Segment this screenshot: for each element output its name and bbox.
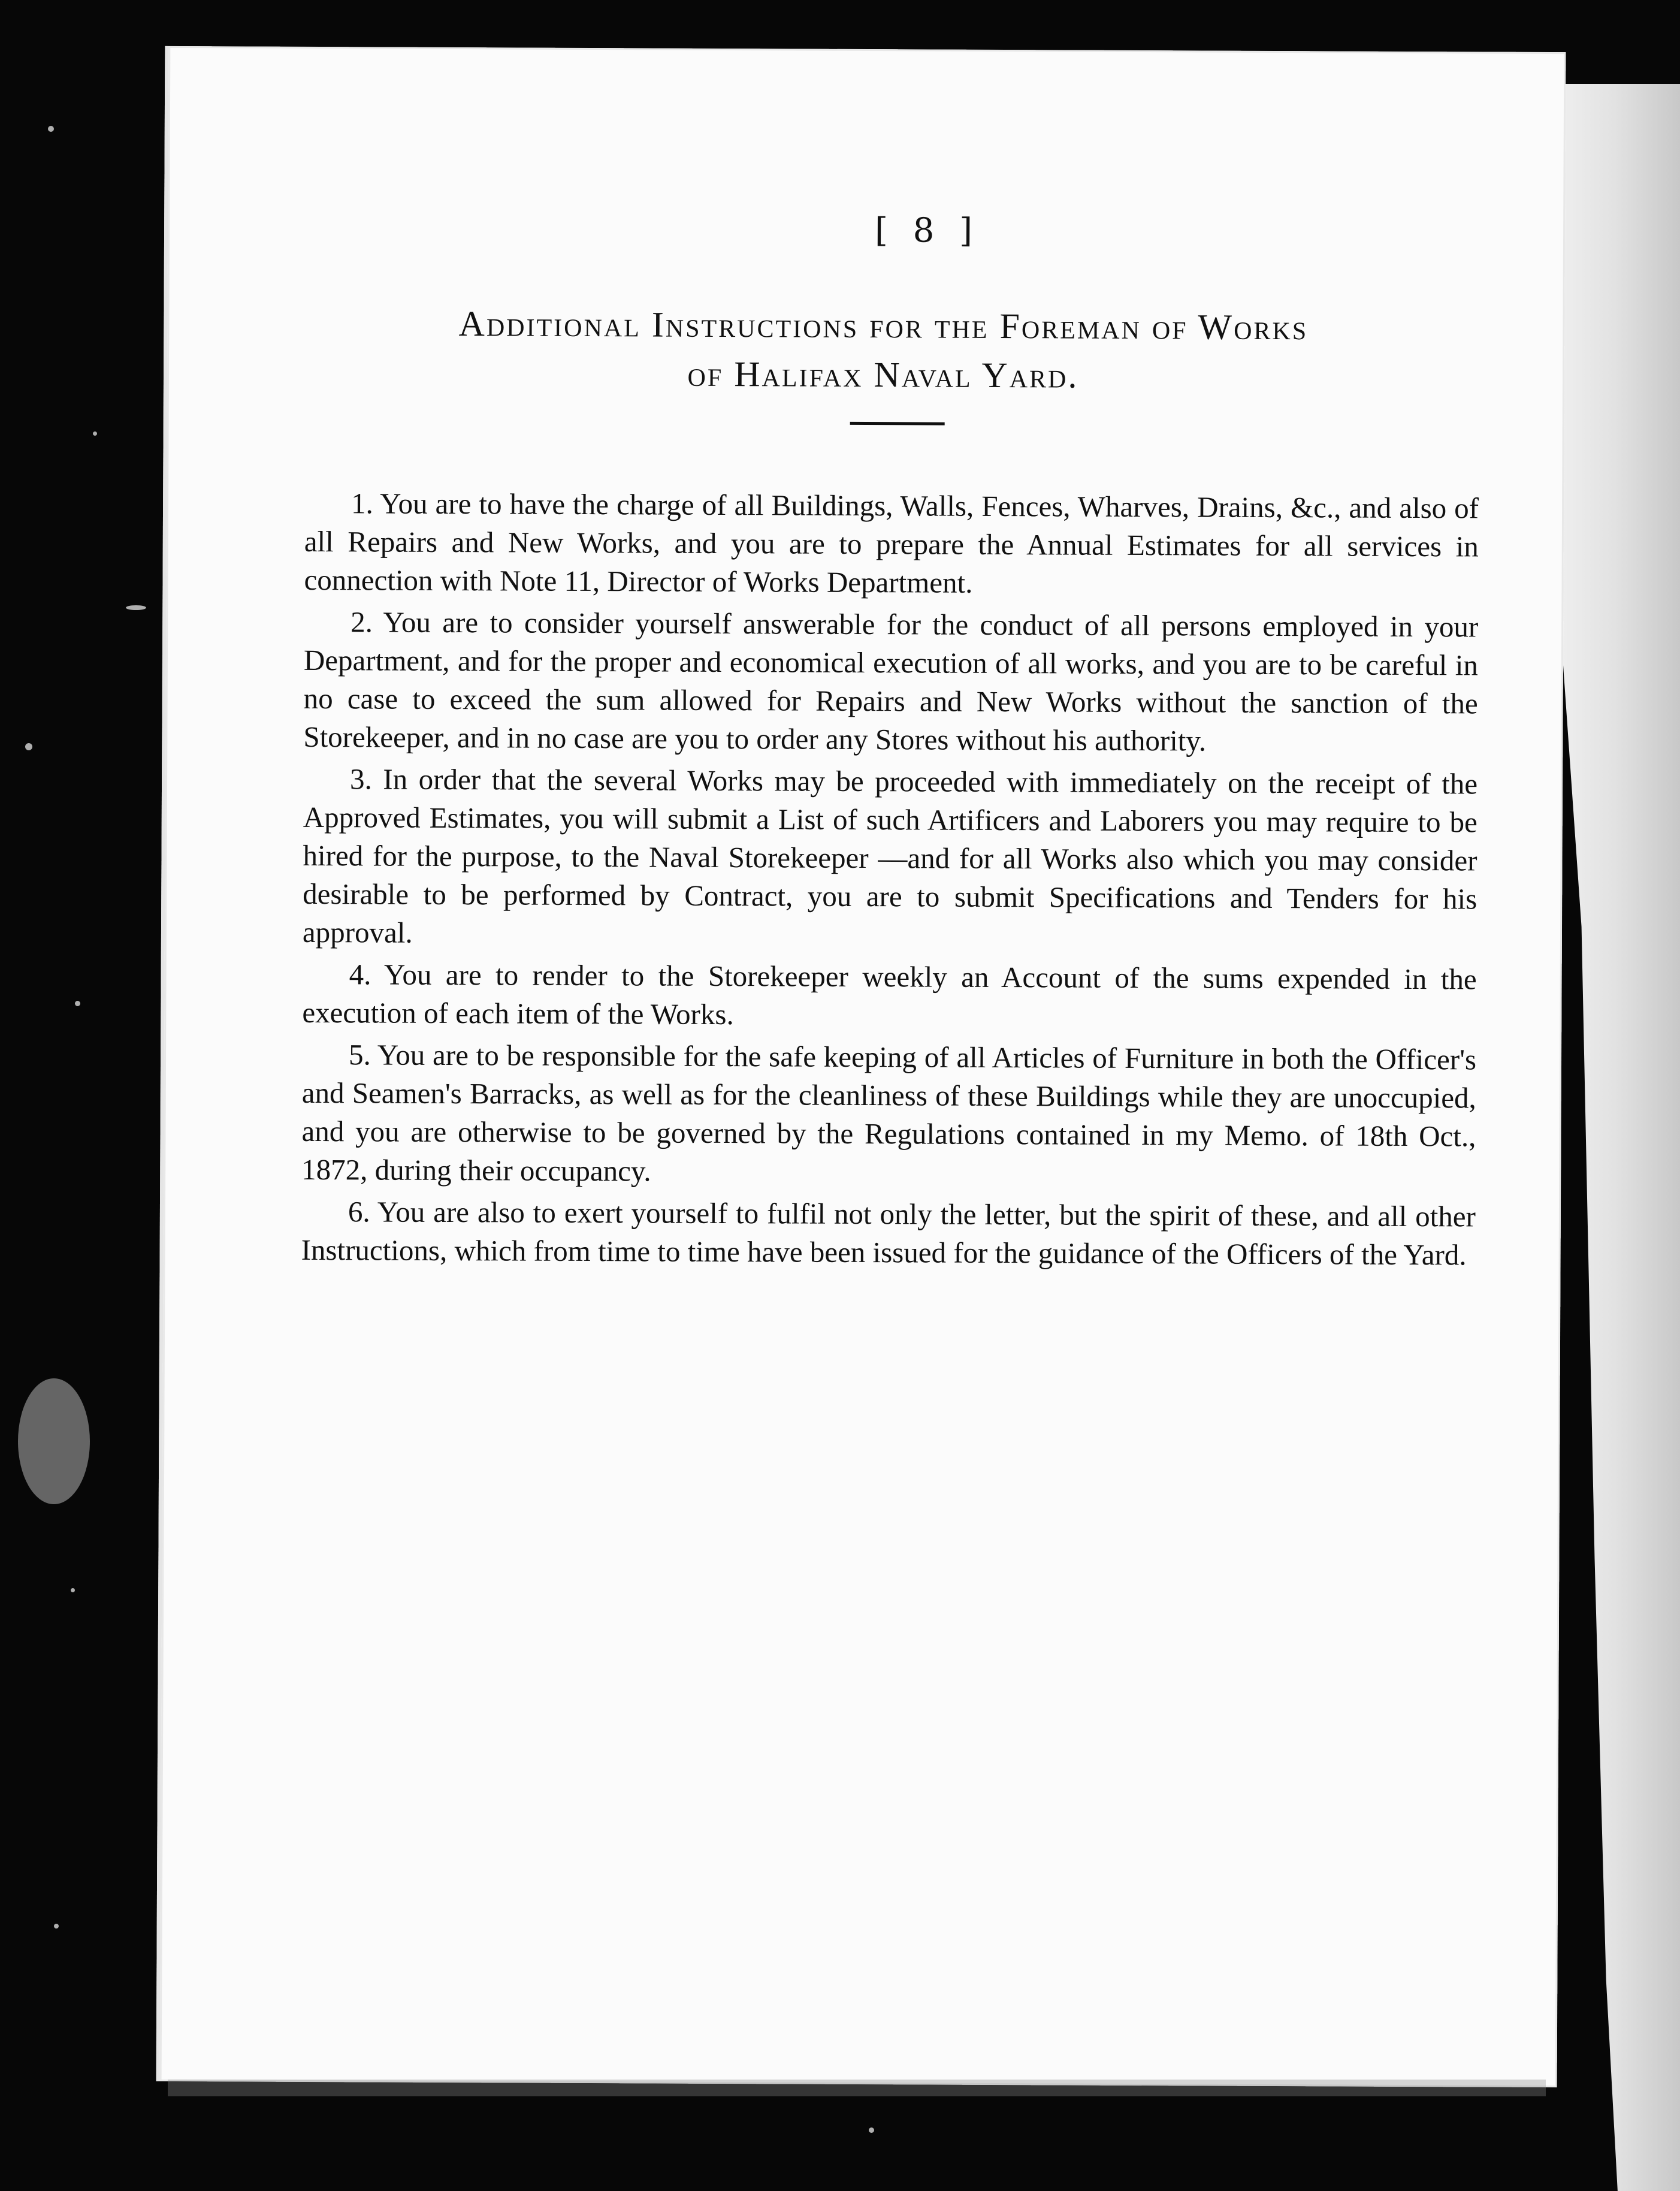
scan-dust (18, 1378, 90, 1504)
paragraph-2: 2. You are to consider yourself answerable for the conduct of all persons employed in your Department, and for the proper and economical execution of all works, and you are to be careful in no case to exceed the sum allowed for Repairs and New Works without the sanction of the Storekeeper, and in no case are you to order any Stores without his authority. (303, 605, 1479, 758)
scan-dust (48, 126, 54, 132)
scan-dust (25, 743, 32, 750)
paragraph-6: 6. You are also to exert yourself to fulfil not only the letter, but the spirit of these, and all other Instructions, which from time to time have been issued for the guidance of the Officers of the Yard. (301, 1195, 1476, 1272)
page-bottom-shadow (168, 2080, 1546, 2096)
paragraph-5: 5. You are to be responsible for the safe keeping of all Articles of Furniture in both the Officer's and Seamen's Barracks, as well as for the cleanliness of these Buildings while they are unoccupied, and you are otherwise to be governed by the Regulations contained in my Memo. of 18th Oct., 1872, during their occupancy. (301, 1038, 1477, 1188)
paragraph-3: 3. In order that the several Works may be proceeded with immediately on the receipt of the Approved Estimates, you will submit a List of such Artificers and Laborers you may require to be hired for the purpose, to the Naval Storekeeper —and for all Works also which you may consider desirable to be performed by Contract, you are to submit Specifications and Tenders for his approval. (302, 762, 1478, 949)
heading-line-1: Additional Instructions for the Foreman of Works (458, 304, 1309, 348)
scan-dust (71, 1588, 75, 1592)
scan-dust (126, 605, 146, 610)
scan-dust (93, 431, 97, 436)
instructions-body (301, 484, 1479, 1278)
scan-dust (54, 1924, 59, 1929)
scan-dust (75, 1001, 80, 1006)
heading-line-2: of Halifax Naval Yard. (687, 354, 1079, 396)
document-heading (311, 298, 1456, 402)
heading-rule (850, 422, 945, 425)
paragraph-1: 1. You are to have the charge of all Buildings, Walls, Fences, Wharves, Drains, &c., and also of all Repairs and New Works, and you are to prepare the Annual Estimates for all services in connection with Note 11, Director of Works Department. (304, 487, 1479, 599)
page-number: [ 8 ] (874, 211, 980, 251)
document-page (156, 46, 1566, 2087)
paragraph-4: 4. You are to render to the Storekeeper weekly an Account of the sums expended in the execution of each item of the Works. (302, 958, 1477, 1031)
scan-dust (869, 2127, 874, 2133)
